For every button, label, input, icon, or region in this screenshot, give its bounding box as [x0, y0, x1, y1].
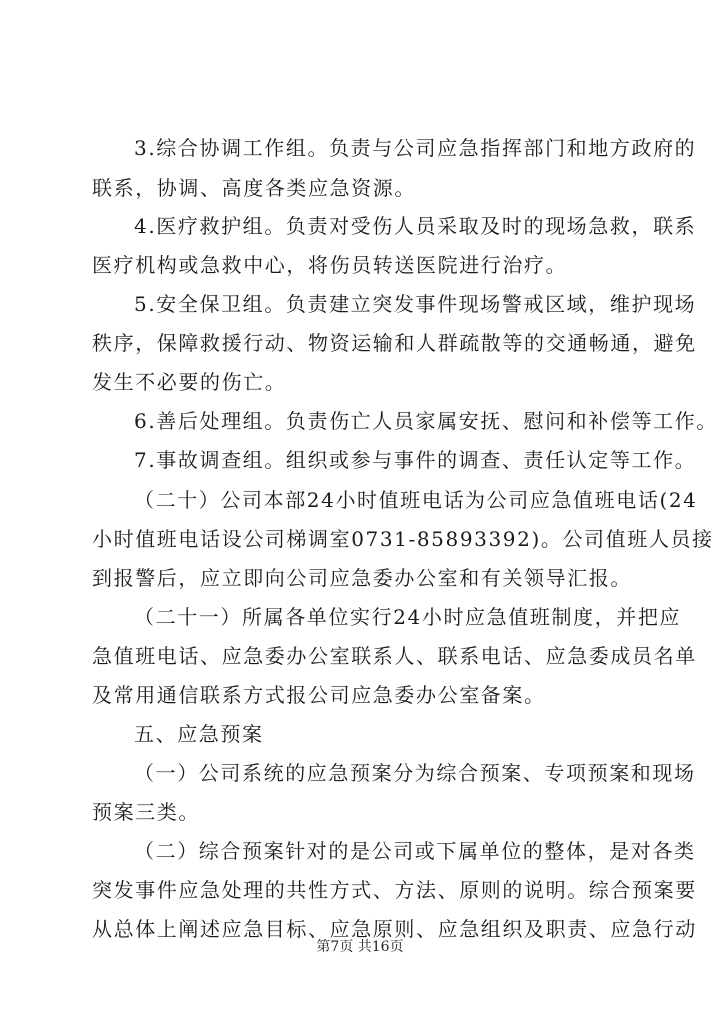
text-line: 联系，协调、高度各类应急资源。 — [92, 176, 416, 200]
text-line: （二十）公司本部24小时值班电话为公司应急值班电话(24 — [134, 488, 698, 512]
section-heading: 五、应急预案 — [134, 722, 264, 746]
text-line: （二）综合预案针对的是公司或下属单位的整体，是对各类 — [134, 839, 696, 863]
text-line: 6.善后处理组。负责伤亡人员家属安抚、慰问和补偿等工作。 — [134, 409, 718, 433]
text-line: 7.事故调查组。组织或参与事件的调查、责任认定等工作。 — [134, 448, 697, 472]
text-line: 到报警后，应立即向公司应急委办公室和有关领导汇报。 — [92, 566, 632, 590]
text-line: 小时值班电话设公司梯调室0731-85893392)。公司值班人员接 — [92, 527, 714, 551]
text-line: 预案三类。 — [92, 800, 200, 824]
page-number-footer: 第7页 共16页 — [316, 939, 404, 955]
text-line: 秩序，保障救援行动、物资运输和人群疏散等的交通畅通，避免 — [92, 331, 697, 355]
text-line: （二十一）所属各单位实行24小时应急值班制度，并把应 — [134, 605, 682, 629]
text-line: 医疗机构或急救中心，将伤员转送医院进行治疗。 — [92, 253, 568, 277]
text-line: 突发事件应急处理的共性方式、方法、原则的说明。综合预案要 — [92, 878, 697, 902]
text-line: 从总体上阐述应急目标、应急原则、应急组织及职责、应急行动 — [92, 917, 697, 941]
text-line: 及常用通信联系方式报公司应急委办公室备案。 — [92, 683, 546, 707]
text-line: 3.综合协调工作组。负责与公司应急指挥部门和地方政府的 — [134, 136, 697, 160]
text-line: 5.安全保卫组。负责建立突发事件现场警戒区域，维护现场 — [134, 292, 697, 316]
text-line: 4.医疗救护组。负责对受伤人员采取及时的现场急救，联系 — [134, 214, 697, 238]
text-line: 急值班电话、应急委办公室联系人、联系电话、应急委成员名单 — [92, 644, 697, 668]
text-line: 发生不必要的伤亡。 — [92, 370, 287, 394]
text-line: （一）公司系统的应急预案分为综合预案、专项预案和现场 — [134, 761, 696, 785]
